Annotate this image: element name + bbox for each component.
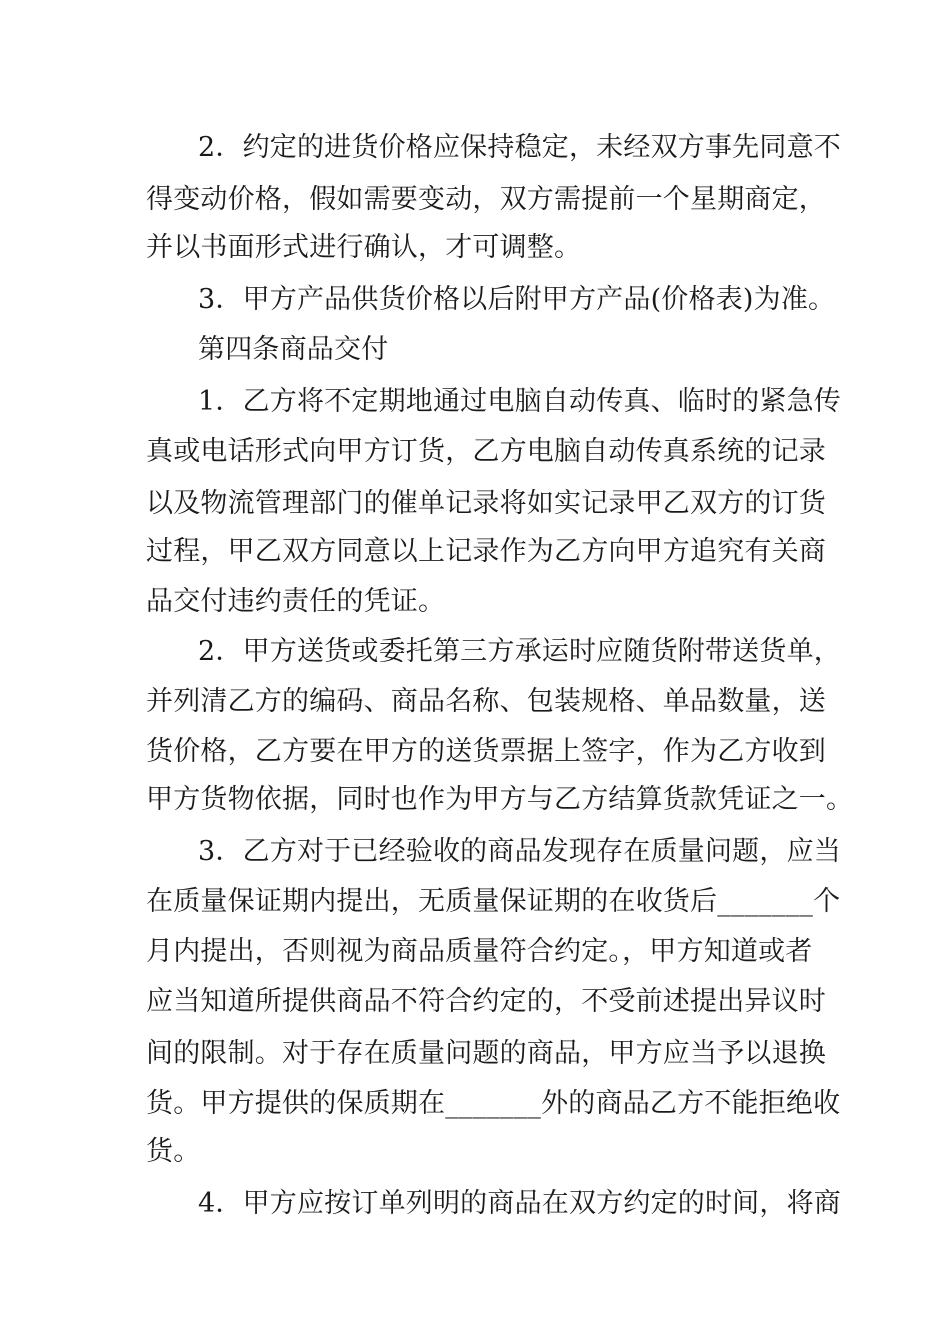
paragraph-line: 过程，甲乙双方同意以上记录作为乙方向甲方追究有关商 (146, 536, 826, 567)
paragraph-line: 真或电话形式向甲方订货，乙方电脑自动传真系统的记录 (146, 436, 826, 467)
paragraph-line: 并列清乙方的编码、商品名称、包装规格、单品数量，送 (146, 686, 826, 717)
paragraph-line: 货。甲方提供的保质期在_______外的商品乙方不能拒绝收 (146, 1088, 841, 1119)
paragraph-line: 货价格，乙方要在甲方的送货票据上签字，作为乙方收到 (146, 736, 826, 767)
paragraph-line: 得变动价格，假如需要变动，双方需提前一个星期商定， (146, 184, 826, 215)
paragraph-line: 3．乙方对于已经验收的商品发现存在质量问题，应当 (198, 836, 841, 867)
paragraph-line: 以及物流管理部门的催单记录将如实记录甲乙双方的订货 (146, 488, 826, 519)
paragraph-line: 间的限制。对于存在质量问题的商品，甲方应当予以退换 (146, 1038, 826, 1069)
section-heading: 第四条商品交付 (198, 334, 389, 365)
paragraph-line: 应当知道所提供商品不符合约定的，不受前述提出异议时 (146, 986, 826, 1017)
paragraph-line: 货。 (146, 1136, 201, 1167)
paragraph-line: 品交付违约责任的凭证。 (146, 586, 446, 617)
paragraph-line: 3．甲方产品供货价格以后附甲方产品(价格表)为准。 (198, 284, 836, 315)
paragraph-line: 月内提出，否则视为商品质量符合约定。，甲方知道或者 (146, 936, 813, 967)
paragraph-line: 甲方货物依据，同时也作为甲方与乙方结算货款凭证之一。 (146, 784, 854, 815)
paragraph-line: 1．乙方将不定期地通过电脑自动传真、临时的紧急传 (198, 386, 841, 417)
paragraph-line: 并以书面形式进行确认，才可调整。 (146, 232, 582, 263)
paragraph-line: 在质量保证期内提出，无质量保证期的在收货后_______个 (146, 886, 841, 917)
paragraph-line: 2．约定的进货价格应保持稳定，未经双方事先同意不 (198, 132, 841, 163)
paragraph-line: 2．甲方送货或委托第三方承运时应随货附带送货单， (198, 636, 841, 667)
paragraph-line: 4．甲方应按订单列明的商品在双方约定的时间，将商 (198, 1188, 841, 1219)
